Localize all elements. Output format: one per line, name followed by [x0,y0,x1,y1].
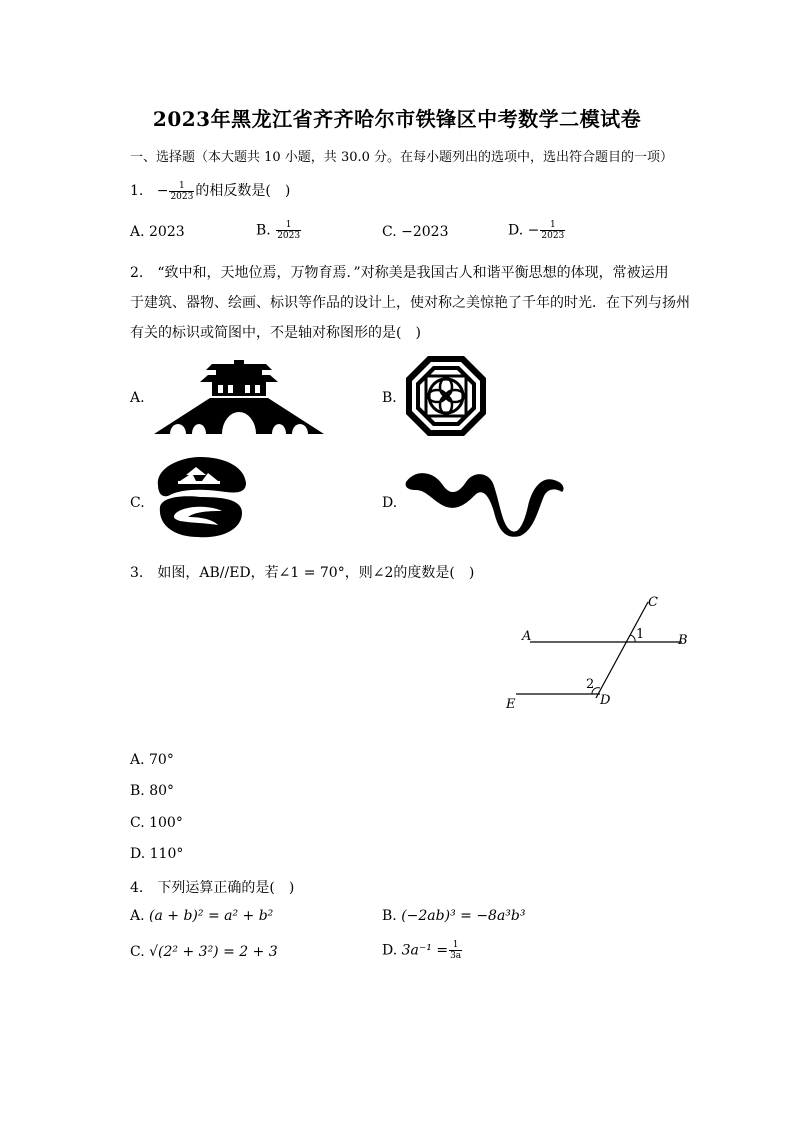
brush-emblem-icon [152,455,248,539]
option-label: D. [382,942,398,959]
option-a: A. 70° [130,752,174,768]
option-label: C. [382,224,397,240]
fraction-numerator: 1 [540,220,565,231]
option-label: B. [382,908,397,924]
minus-sign: − [527,222,540,239]
label-angle-2: 2 [586,677,595,692]
question-2-line-2: 于建筑、器物、绘画、标识等作品的设计上，使对称之美惊艳了千年的时光．在下列与扬州 [130,295,690,311]
option-label: A. [130,908,145,924]
option-text: (a + b)² = a² + b² [149,908,274,924]
option-text: √(2² + 3²) = 2 + 3 [149,944,278,960]
option-a: A. [130,390,145,406]
option-c [382,224,448,240]
page-title: 2023年黑龙江省齐齐哈尔市铁锋区中考数学二模试卷 [152,107,642,131]
option-text: (−2ab)³ = −8a³b³ [401,908,526,924]
fraction [449,940,462,961]
question-1-stem [130,180,290,202]
option-label: C. [130,944,145,960]
label-a: A [522,629,532,644]
option-d: D. [382,495,398,511]
fraction-denominator: 2023 [541,231,565,241]
label-d: D [600,693,611,708]
option-text: 3a⁻¹ = [401,942,449,959]
option-b: B. [382,390,397,406]
fraction-numerator: 1 [276,220,301,231]
fraction-numerator: 1 [449,940,462,951]
fraction [276,220,301,241]
option-b [382,908,526,924]
option-b: B. 80° [130,783,175,799]
angle-1-arc [630,635,635,642]
option-d: D. 110° [130,846,184,862]
option-label: A. [130,224,145,240]
fraction [169,181,194,202]
label-b: B [678,633,688,648]
label-e: E [506,697,516,712]
question-3-stem: 3. 如图，AB//ED，若∠1 = 70°，则∠2的度数是( ) [130,565,475,581]
option-a [130,224,185,240]
label-angle-1: 1 [636,627,645,642]
option-label: D. [508,222,524,239]
fraction-denominator: 3a [450,951,462,961]
minus-sign: − [156,183,169,199]
octagon-window-icon [404,354,488,438]
transversal-line [596,602,648,698]
parallel-lines-figure [500,590,700,714]
question-text: 的相反数是( ) [195,183,291,199]
option-d [382,940,463,961]
section-heading: 一、选择题（本大题共 10 小题，共 30.0 分。在每小题列出的选项中，选出符合题目的一项） [130,150,674,165]
option-label: B. [256,222,271,239]
wave-river-icon [404,464,566,538]
option-b [256,220,302,241]
option-a [130,908,273,924]
label-c: C [648,595,658,610]
pavilion-icon [154,358,324,436]
fraction-denominator: 2023 [277,231,301,241]
fraction-denominator: 2023 [170,191,194,202]
question-2-line-1: 2. “致中和，天地位焉，万物育焉．”对称美是我国古人和谐平衡思想的体现，常被运用 [130,265,669,281]
option-text: 2023 [149,224,185,240]
question-2-line-3: 有关的标识或简图中，不是轴对称图形的是( ) [130,325,421,341]
option-c: C. [130,495,145,511]
option-c [130,944,278,960]
question-4-stem: 4. 下列运算正确的是( ) [130,880,295,896]
option-text: −2023 [401,224,449,240]
option-d [508,220,566,241]
question-number: 1. [130,183,144,199]
option-c: C. 100° [130,815,183,831]
fraction-numerator: 1 [169,181,194,192]
fraction [540,220,565,241]
